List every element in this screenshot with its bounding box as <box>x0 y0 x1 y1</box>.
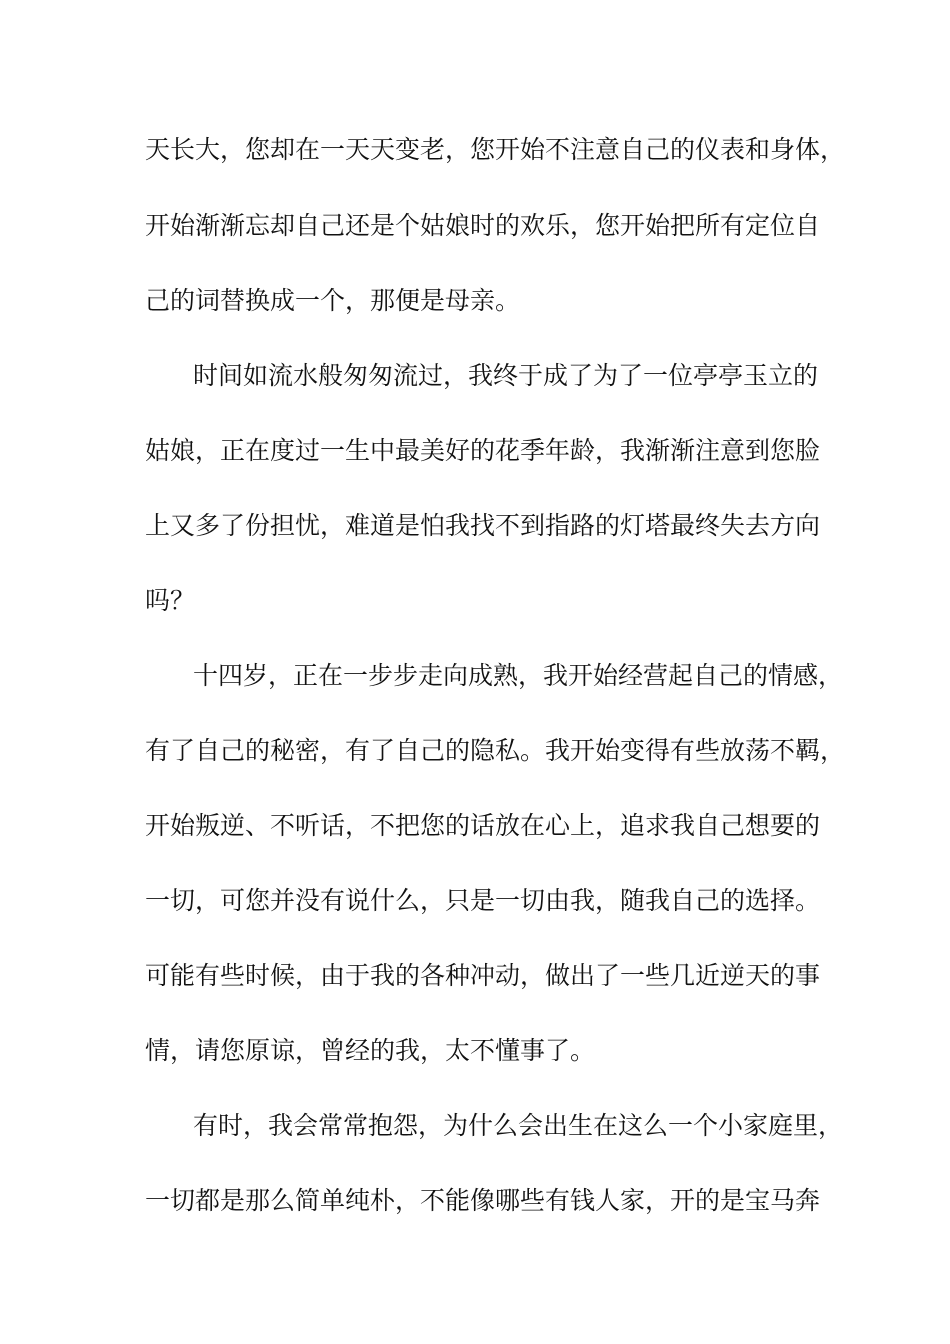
paragraph-first-line: 时间如流水般匆匆流过，我终于成了为了一位亭亭玉立的 <box>193 361 819 390</box>
text-line: 姑娘，正在度过一生中最美好的花季年龄，我渐渐注意到您脸 <box>145 436 821 465</box>
text-line: 吗？ <box>145 586 196 615</box>
text-line: 一切都是那么简单纯朴，不能像哪些有钱人家，开的是宝马奔 <box>145 1186 821 1215</box>
text-line: 开始渐渐忘却自己还是个姑娘时的欢乐，您开始把所有定位自 <box>145 211 821 240</box>
text-line: 可能有些时候，由于我的各种冲动，做出了一些几近逆天的事 <box>145 961 821 990</box>
text-line: 开始叛逆、不听话，不把您的话放在心上，追求我自己想要的 <box>145 811 821 840</box>
text-line: 天长大，您却在一天天变老，您开始不注意自己的仪表和身体， <box>145 135 846 164</box>
text-line: 上又多了份担忧，难道是怕我找不到指路的灯塔最终失去方向 <box>145 511 821 540</box>
text-line: 己的词替换成一个，那便是母亲。 <box>145 286 521 315</box>
paragraph-first-line: 有时，我会常常抱怨，为什么会出生在这么一个小家庭里， <box>193 1111 844 1140</box>
text-line: 有了自己的秘密，有了自己的隐私。我开始变得有些放荡不羁， <box>145 736 846 765</box>
text-line: 情，请您原谅，曾经的我，太不懂事了。 <box>145 1036 596 1065</box>
text-line: 一切，可您并没有说什么，只是一切由我，随我自己的选择。 <box>145 886 821 915</box>
paragraph-first-line: 十四岁，正在一步步走向成熟，我开始经营起自己的情感， <box>193 661 844 690</box>
